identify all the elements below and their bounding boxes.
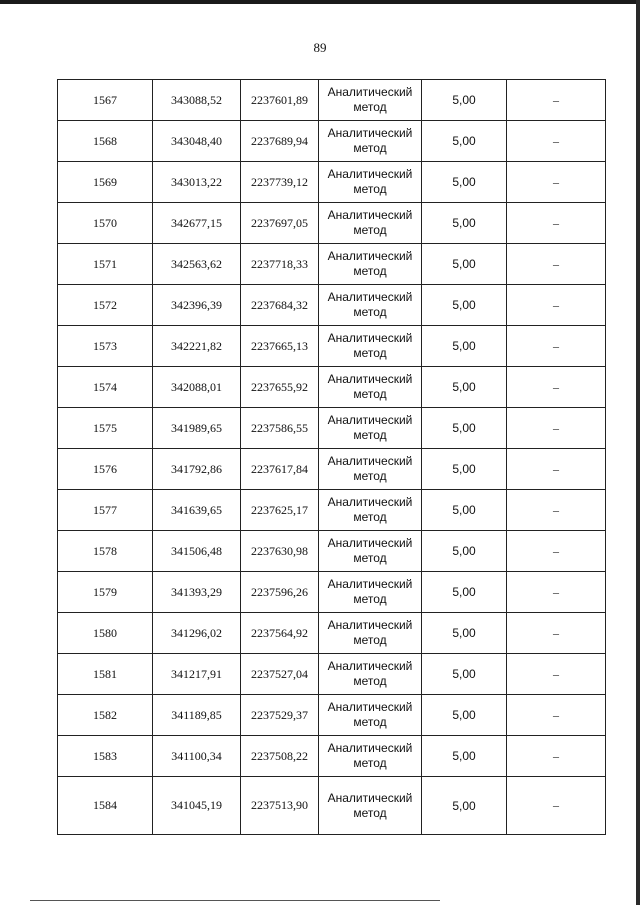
y-coordinate-cell: 2237665,13 bbox=[241, 326, 319, 367]
accuracy-cell: 5,00 bbox=[422, 777, 507, 835]
note-cell: – bbox=[507, 531, 606, 572]
method-line2: метод bbox=[353, 100, 387, 114]
accuracy-cell: 5,00 bbox=[422, 490, 507, 531]
note-cell: – bbox=[507, 203, 606, 244]
point-number-cell: 1575 bbox=[58, 408, 153, 449]
method-line2: метод bbox=[353, 182, 387, 196]
method-line2: метод bbox=[353, 633, 387, 647]
method-line1: Аналитический bbox=[327, 618, 413, 632]
method-line2: метод bbox=[353, 592, 387, 606]
table-row bbox=[58, 736, 606, 777]
note-cell: – bbox=[507, 121, 606, 162]
page-number: 89 bbox=[313, 40, 327, 55]
method-line1: Аналитический bbox=[327, 700, 413, 714]
table-row bbox=[58, 695, 606, 736]
y-coordinate-cell: 2237655,92 bbox=[241, 367, 319, 408]
y-coordinate-cell: 2237601,89 bbox=[241, 80, 319, 121]
note-cell: – bbox=[507, 736, 606, 777]
note-cell: – bbox=[507, 449, 606, 490]
accuracy-cell: 5,00 bbox=[422, 613, 507, 654]
y-coordinate-cell: 2237564,92 bbox=[241, 613, 319, 654]
x-coordinate-cell: 343013,22 bbox=[153, 162, 241, 203]
x-coordinate-cell: 341506,48 bbox=[153, 531, 241, 572]
accuracy-cell: 5,00 bbox=[422, 654, 507, 695]
coordinates-table-body bbox=[58, 80, 606, 835]
method-line1: Аналитический bbox=[327, 536, 413, 550]
method-line2: метод bbox=[353, 551, 387, 565]
table-row bbox=[58, 408, 606, 449]
method-line1: Аналитический bbox=[327, 290, 413, 304]
table-row bbox=[58, 490, 606, 531]
method-line1: Аналитический bbox=[327, 577, 413, 591]
accuracy-cell: 5,00 bbox=[422, 162, 507, 203]
note-cell: – bbox=[507, 654, 606, 695]
point-number-cell: 1574 bbox=[58, 367, 153, 408]
method-line2: метод bbox=[353, 305, 387, 319]
note-cell: – bbox=[507, 367, 606, 408]
page-right-edge bbox=[636, 0, 640, 905]
y-coordinate-cell: 2237718,33 bbox=[241, 244, 319, 285]
method-cell bbox=[319, 695, 422, 736]
x-coordinate-cell: 342563,62 bbox=[153, 244, 241, 285]
y-coordinate-cell: 2237513,90 bbox=[241, 777, 319, 835]
table-row bbox=[58, 80, 606, 121]
point-number-cell: 1576 bbox=[58, 449, 153, 490]
method-line1: Аналитический bbox=[327, 208, 413, 222]
table-row bbox=[58, 572, 606, 613]
table-row bbox=[58, 531, 606, 572]
point-number-cell: 1580 bbox=[58, 613, 153, 654]
coordinates-table bbox=[57, 79, 606, 835]
y-coordinate-cell: 2237529,37 bbox=[241, 695, 319, 736]
bottom-divider bbox=[30, 900, 440, 901]
method-line2: метод bbox=[353, 223, 387, 237]
note-cell: – bbox=[507, 490, 606, 531]
x-coordinate-cell: 342221,82 bbox=[153, 326, 241, 367]
x-coordinate-cell: 341217,91 bbox=[153, 654, 241, 695]
accuracy-cell: 5,00 bbox=[422, 449, 507, 490]
table-row bbox=[58, 449, 606, 490]
point-number-cell: 1568 bbox=[58, 121, 153, 162]
method-cell bbox=[319, 613, 422, 654]
table-row bbox=[58, 367, 606, 408]
y-coordinate-cell: 2237630,98 bbox=[241, 531, 319, 572]
note-cell: – bbox=[507, 613, 606, 654]
y-coordinate-cell: 2237508,22 bbox=[241, 736, 319, 777]
table-row bbox=[58, 613, 606, 654]
table-row bbox=[58, 121, 606, 162]
method-line1: Аналитический bbox=[327, 454, 413, 468]
method-line2: метод bbox=[353, 510, 387, 524]
table-row bbox=[58, 777, 606, 835]
method-cell bbox=[319, 326, 422, 367]
method-cell bbox=[319, 80, 422, 121]
point-number-cell: 1571 bbox=[58, 244, 153, 285]
y-coordinate-cell: 2237596,26 bbox=[241, 572, 319, 613]
method-line2: метод bbox=[353, 715, 387, 729]
x-coordinate-cell: 341100,34 bbox=[153, 736, 241, 777]
table-row bbox=[58, 326, 606, 367]
accuracy-cell: 5,00 bbox=[422, 80, 507, 121]
method-line1: Аналитический bbox=[327, 413, 413, 427]
point-number-cell: 1567 bbox=[58, 80, 153, 121]
accuracy-cell: 5,00 bbox=[422, 572, 507, 613]
method-line1: Аналитический bbox=[327, 659, 413, 673]
accuracy-cell: 5,00 bbox=[422, 695, 507, 736]
method-line2: метод bbox=[353, 141, 387, 155]
y-coordinate-cell: 2237739,12 bbox=[241, 162, 319, 203]
note-cell: – bbox=[507, 285, 606, 326]
accuracy-cell: 5,00 bbox=[422, 736, 507, 777]
table-row bbox=[58, 203, 606, 244]
note-cell: – bbox=[507, 408, 606, 449]
method-line1: Аналитический bbox=[327, 126, 413, 140]
method-line2: метод bbox=[353, 469, 387, 483]
method-line2: метод bbox=[353, 805, 387, 820]
method-cell bbox=[319, 367, 422, 408]
accuracy-cell: 5,00 bbox=[422, 531, 507, 572]
accuracy-cell: 5,00 bbox=[422, 203, 507, 244]
method-cell bbox=[319, 203, 422, 244]
method-line2: метод bbox=[353, 387, 387, 401]
point-number-cell: 1579 bbox=[58, 572, 153, 613]
y-coordinate-cell: 2237625,17 bbox=[241, 490, 319, 531]
x-coordinate-cell: 341296,02 bbox=[153, 613, 241, 654]
y-coordinate-cell: 2237617,84 bbox=[241, 449, 319, 490]
x-coordinate-cell: 341792,86 bbox=[153, 449, 241, 490]
method-cell bbox=[319, 654, 422, 695]
note-cell: – bbox=[507, 777, 606, 835]
method-line1: Аналитический bbox=[327, 741, 413, 755]
method-cell bbox=[319, 244, 422, 285]
method-line1: Аналитический bbox=[327, 372, 413, 386]
method-cell bbox=[319, 121, 422, 162]
method-cell bbox=[319, 449, 422, 490]
point-number-cell: 1584 bbox=[58, 777, 153, 835]
note-cell: – bbox=[507, 326, 606, 367]
point-number-cell: 1572 bbox=[58, 285, 153, 326]
accuracy-cell: 5,00 bbox=[422, 326, 507, 367]
method-line1: Аналитический bbox=[327, 495, 413, 509]
accuracy-cell: 5,00 bbox=[422, 367, 507, 408]
point-number-cell: 1577 bbox=[58, 490, 153, 531]
y-coordinate-cell: 2237689,94 bbox=[241, 121, 319, 162]
note-cell: – bbox=[507, 162, 606, 203]
method-line1: Аналитический bbox=[327, 331, 413, 345]
method-cell bbox=[319, 572, 422, 613]
point-number-cell: 1583 bbox=[58, 736, 153, 777]
table-row bbox=[58, 654, 606, 695]
point-number-cell: 1573 bbox=[58, 326, 153, 367]
x-coordinate-cell: 341189,85 bbox=[153, 695, 241, 736]
x-coordinate-cell: 342396,39 bbox=[153, 285, 241, 326]
accuracy-cell: 5,00 bbox=[422, 244, 507, 285]
y-coordinate-cell: 2237527,04 bbox=[241, 654, 319, 695]
method-line2: метод bbox=[353, 346, 387, 360]
x-coordinate-cell: 342088,01 bbox=[153, 367, 241, 408]
accuracy-cell: 5,00 bbox=[422, 285, 507, 326]
point-number-cell: 1569 bbox=[58, 162, 153, 203]
method-cell bbox=[319, 408, 422, 449]
method-line2: метод bbox=[353, 264, 387, 278]
method-line2: метод bbox=[353, 756, 387, 770]
table-row bbox=[58, 244, 606, 285]
point-number-cell: 1582 bbox=[58, 695, 153, 736]
method-line1: Аналитический bbox=[327, 790, 413, 805]
method-line1: Аналитический bbox=[327, 167, 413, 181]
method-line1: Аналитический bbox=[327, 249, 413, 263]
accuracy-cell: 5,00 bbox=[422, 121, 507, 162]
method-line1: Аналитический bbox=[327, 85, 413, 99]
note-cell: – bbox=[507, 80, 606, 121]
method-cell bbox=[319, 736, 422, 777]
x-coordinate-cell: 343048,40 bbox=[153, 121, 241, 162]
note-cell: – bbox=[507, 695, 606, 736]
accuracy-cell: 5,00 bbox=[422, 408, 507, 449]
point-number-cell: 1570 bbox=[58, 203, 153, 244]
x-coordinate-cell: 342677,15 bbox=[153, 203, 241, 244]
y-coordinate-cell: 2237684,32 bbox=[241, 285, 319, 326]
table-row bbox=[58, 162, 606, 203]
method-cell bbox=[319, 531, 422, 572]
method-cell bbox=[319, 777, 422, 835]
point-number-cell: 1581 bbox=[58, 654, 153, 695]
x-coordinate-cell: 341045,19 bbox=[153, 777, 241, 835]
x-coordinate-cell: 341639,65 bbox=[153, 490, 241, 531]
x-coordinate-cell: 341989,65 bbox=[153, 408, 241, 449]
note-cell: – bbox=[507, 572, 606, 613]
method-cell bbox=[319, 162, 422, 203]
x-coordinate-cell: 341393,29 bbox=[153, 572, 241, 613]
note-cell: – bbox=[507, 244, 606, 285]
page-top-edge bbox=[0, 0, 640, 4]
y-coordinate-cell: 2237586,55 bbox=[241, 408, 319, 449]
method-cell bbox=[319, 490, 422, 531]
method-cell bbox=[319, 285, 422, 326]
table-row bbox=[58, 285, 606, 326]
point-number-cell: 1578 bbox=[58, 531, 153, 572]
method-line2: метод bbox=[353, 674, 387, 688]
x-coordinate-cell: 343088,52 bbox=[153, 80, 241, 121]
y-coordinate-cell: 2237697,05 bbox=[241, 203, 319, 244]
method-line2: метод bbox=[353, 428, 387, 442]
